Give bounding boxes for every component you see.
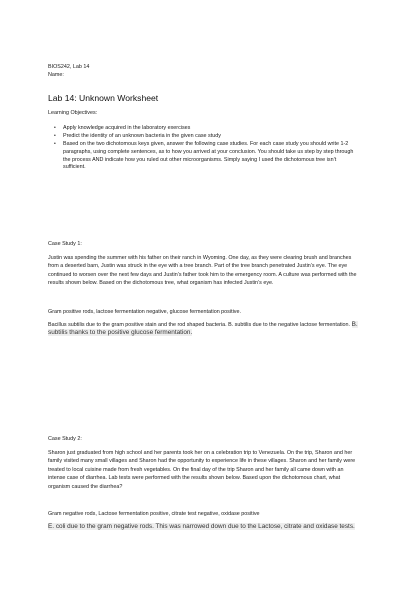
- bullet-icon: •: [54, 125, 56, 131]
- course-lab-label: BIOS242, Lab 14: [48, 64, 90, 70]
- bullet-icon: •: [54, 141, 56, 148]
- page-title: Lab 14: Unknown Worksheet: [48, 93, 159, 103]
- objective-item: [48, 133, 358, 141]
- objectives-list: [48, 125, 358, 172]
- name-label: Name:: [48, 71, 64, 78]
- case2-results: Gram negative rods, Lactose fermentation positive, citrate test negative, oxidase positive: [48, 511, 260, 517]
- case2-heading: Case Study 2:: [48, 436, 82, 442]
- case1-narrative: Justin was spending the summer with his father on their ranch in Wyoming. One day, as they were clearing brush and branches from a deserted barn, Justin was struck in the eye with a tree branch. Part of the tree branch penetrated Justin’s eye. The eye continued to worsen over the next few days and Justin’s father took him to the emergency room. A culture was performed with the results shown below. Based on the dichotomous tree, what organism has infected Justin’s eye.: [48, 255, 357, 287]
- case1-answer-highlight: B. subtilis thanks to the positive glucose fermentation.: [48, 321, 358, 337]
- case1-heading: Case Study 1:: [48, 241, 82, 247]
- case1-answer-text: Bacillus subtilis due to the gram positive stain and the rod shaped bacteria. B. subtilis due to the negative lactose fermentation.: [48, 322, 351, 328]
- objective-text: Based on the two dichotomous keys given, answer the following case studies. For each case study you should write 1-2 paragraphs, using complete sentences, as to how you arrived at your conclusion. You should take us step by step through the process AND indicate how you ruled out other microorganisms. Simply saying I used the dichotomous tree isn’t sufficient.: [63, 141, 354, 171]
- case2-answer-text: E. coli due to the gram negative rods. This was narrowed down due to the Lactose, citrate and oxidase tests.: [48, 523, 355, 530]
- case1-results: Gram positive rods, lactose fermentation negative, glucose fermentation positive.: [48, 309, 241, 315]
- objectives-heading: Learning Objectives:: [48, 110, 98, 116]
- objective-item: [48, 125, 358, 133]
- objective-item: [48, 141, 358, 171]
- objective-text: Apply knowledge acquired in the laboratory exercises: [63, 125, 191, 131]
- bullet-icon: •: [54, 133, 56, 140]
- case1-answer: [48, 321, 358, 338]
- case2-narrative: Sharon just graduated from high school and her parents took her on a celebration trip to Venezuela. On the trip, Sharon and her family visited many small villages and Sharon had the opportunity to experience life in these villages. Sharon and her family were treated to local cuisine made from fresh vegetables. On the final day of the trip Sharon and her family all came down with an intense case of diarrhea. Lab tests were performed with the results shown below. Based upon the dichotomous chart, what organism caused the diarrhea?: [48, 450, 356, 490]
- case2-answer: [48, 523, 358, 531]
- objective-text: Predict the identity of an unknown bacteria in the given case study: [63, 133, 221, 140]
- document-header: [48, 64, 358, 79]
